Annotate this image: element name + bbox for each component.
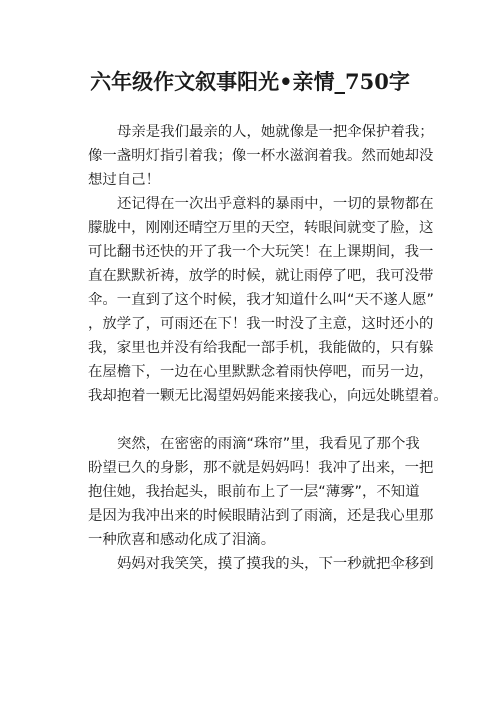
text-line: 还记得在一次出乎意料的暴雨中，一切的景物都在 — [117, 196, 434, 212]
text-line: 朦胧中，刚刚还晴空万里的天空，转眼间就变了脸，这 — [88, 220, 434, 236]
text-line: 突然，在密密的雨滴“珠帘”里，我看见了那个我 — [117, 436, 420, 452]
text-line: 盼望已久的身影，那不就是妈妈吗！我冲了出来，一把 — [88, 460, 434, 476]
text-line: 我，家里也并没有给我配一部手机，我能做的，只有躲 — [88, 340, 434, 356]
article-body — [88, 120, 448, 576]
text-line: 抱住她，我抬起头，眼前布上了一层“薄雾”，不知道 — [88, 484, 420, 500]
text-line: 我却抱着一颗无比渴望妈妈能来接我心，向远处眺望着。 — [88, 388, 448, 404]
page-title: 六年级作文叙事阳光•亲情_750字 — [90, 69, 410, 94]
text-line: 像一盏明灯指引着我；像一杯水滋润着我。然而她却没 — [88, 148, 434, 164]
text-line: 可比翻书还快的开了我一个大玩笑！在上课期间，我一 — [88, 244, 434, 260]
text-line: 伞。一直到了这个时候，我才知道什么叫“天不遂人愿” — [88, 292, 434, 308]
text-line: 妈妈对我笑笑，摸了摸我的头，下一秒就把伞移到 — [117, 556, 434, 572]
paragraph-gap — [88, 408, 428, 432]
text-line: 母亲是我们最亲的人，她就像是一把伞保护着我； — [117, 124, 434, 140]
text-line: ，放学了，可雨还在下！我一时没了主意，这时还小的 — [88, 316, 434, 332]
text-line: 想过自己！ — [88, 172, 160, 188]
text-line: 在屋檐下，一边在心里默默念着雨快停吧，而另一边， — [88, 364, 434, 380]
text-line: 直在默默祈祷，放学的时候，就让雨停了吧，我可没带 — [88, 268, 434, 284]
text-line: 是因为我冲出来的时候眼睛沾到了雨滴，还是我心里那 — [88, 508, 434, 524]
text-line: 一种欣喜和感动化成了泪滴。 — [88, 532, 276, 548]
